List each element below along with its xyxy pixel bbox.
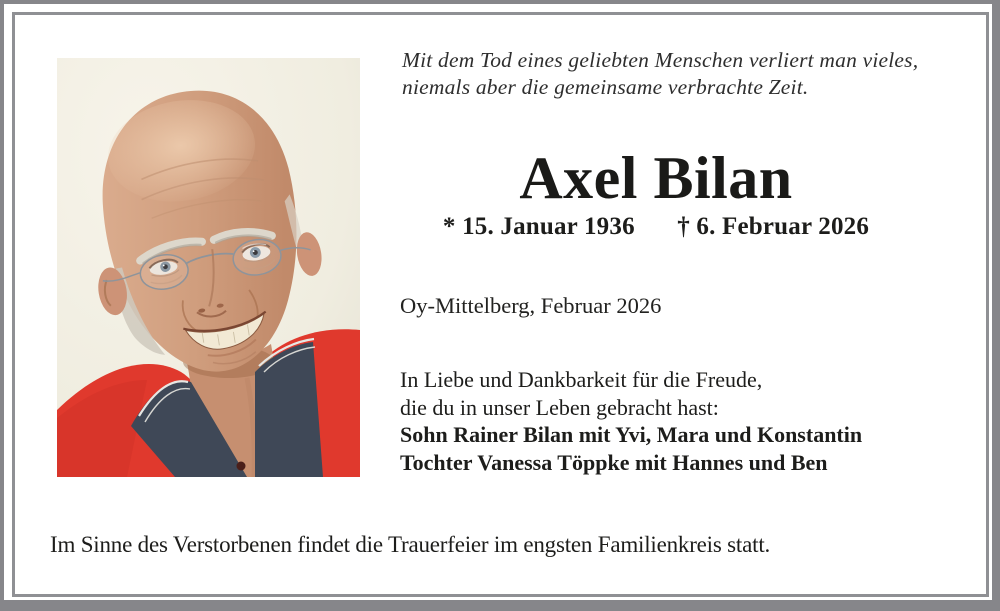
tribute-block bbox=[400, 366, 960, 476]
death-date: † 6. Februar 2026 bbox=[677, 213, 870, 240]
funeral-note: Im Sinne des Verstorbenen findet die Trauerfeier im engsten Familienkreis statt. bbox=[50, 532, 771, 557]
tribute-line-1: In Liebe und Dankbarkeit für die Freude, bbox=[400, 367, 763, 392]
family-line-daughter: Tochter Vanessa Töppke mit Hannes und Ben bbox=[400, 449, 828, 475]
birth-date: * 15. Januar 1936 bbox=[442, 213, 635, 240]
portrait-photo bbox=[57, 58, 360, 477]
portrait-illustration bbox=[57, 58, 360, 477]
life-dates bbox=[400, 212, 912, 242]
epigraph-line-1: Mit dem Tod eines geliebten Menschen verliert man vieles, bbox=[402, 48, 919, 72]
place-date-line: Oy-Mittelberg, Februar 2026 bbox=[400, 293, 662, 318]
epigraph bbox=[402, 47, 962, 101]
tribute-line-2: die du in unser Leben gebracht hast: bbox=[400, 394, 719, 420]
family-line-son: Sohn Rainer Bilan mit Yvi, Mara und Konstantin bbox=[400, 422, 863, 447]
deceased-name: Axel Bilan bbox=[519, 145, 793, 211]
epigraph-line-2: niemals aber die gemeinsame verbrachte Zeit. bbox=[402, 75, 809, 99]
